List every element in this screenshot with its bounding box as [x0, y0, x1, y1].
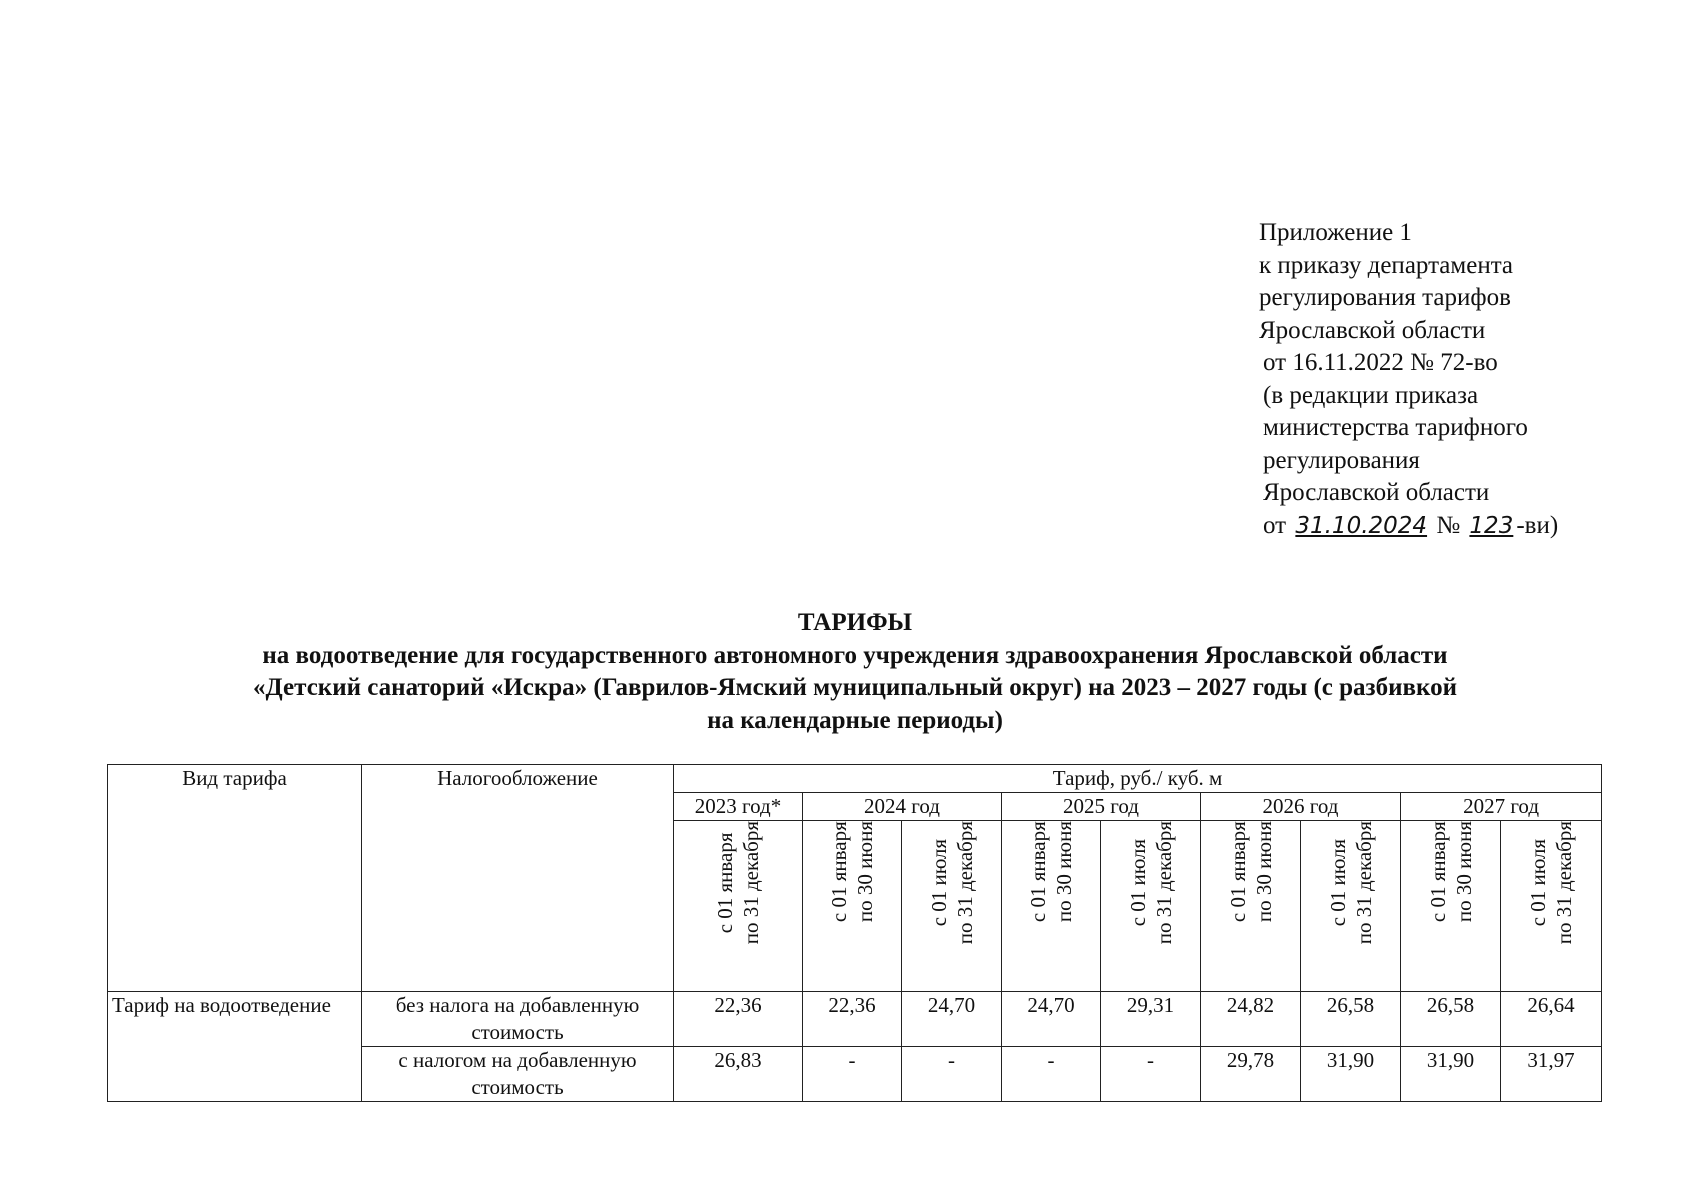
appendix-line: регулирования тарифов [1259, 284, 1511, 311]
value-cell: 31,90 [1401, 1047, 1501, 1102]
appendix-line: (в редакции приказа [1263, 381, 1479, 409]
period-start: с 01 июля [1325, 838, 1350, 927]
value-cell: 26,58 [1301, 992, 1401, 1047]
header-period [1101, 821, 1201, 992]
period-end: по 30 июня [853, 821, 877, 923]
header-period [1401, 821, 1501, 992]
value-cell: 24,82 [1201, 992, 1301, 1047]
amendment-prefix: от [1263, 511, 1287, 539]
appendix-line: регулирования [1263, 446, 1420, 474]
tax-cell: без налога на добавленную стоимость [362, 992, 674, 1047]
header-year: 2023 год* [674, 793, 803, 821]
period-end: по 31 декабря [1552, 821, 1577, 945]
appendix-line: министерства тарифного [1263, 414, 1528, 441]
amendment-date: 31.10.2024 [1295, 512, 1428, 539]
value-cell: 31,97 [1501, 1047, 1602, 1102]
appendix-amendment-line [1259, 510, 1619, 543]
value-cell: 22,36 [674, 992, 803, 1047]
value-cell: 24,70 [902, 992, 1002, 1047]
value-cell: 31,90 [1301, 1047, 1401, 1102]
period-end: по 31 декабря [952, 821, 977, 945]
value-cell: - [1101, 1047, 1201, 1102]
value-cell: - [803, 1047, 902, 1102]
amendment-suffix: -ви) [1516, 511, 1559, 539]
title-subtitle-line: «Детский санаторий «Искра» (Гаврилов-Ямский муниципальный округ) на 2023 – 2027 годы (с разбивкой [253, 674, 1457, 701]
amendment-number: 123 [1469, 512, 1514, 539]
appendix-line: Ярославской области [1259, 316, 1486, 344]
value-cell: - [902, 1047, 1002, 1102]
header-tariff-kind: Вид тарифа [108, 765, 362, 992]
period-start: с 01 июля [1125, 838, 1150, 927]
period-end: по 30 июня [1451, 821, 1476, 923]
period-start: с 01 января [827, 821, 851, 922]
period-end: по 31 декабря [1151, 821, 1176, 945]
title-subtitle-line: на календарные периоды) [707, 706, 1003, 734]
header-period [1002, 821, 1101, 992]
header-tariff-unit: Тариф, руб./ куб. м [674, 765, 1602, 793]
value-cell: 26,64 [1501, 992, 1602, 1047]
title-subtitle-line: на водоотведение для государственного автономного учреждения здравоохранения Ярославской области [262, 641, 1448, 669]
appendix-line: Ярославской области [1263, 479, 1490, 506]
value-cell: - [1002, 1047, 1101, 1102]
header-period [674, 821, 803, 992]
value-cell: 29,31 [1101, 992, 1201, 1047]
period-end: по 31 декабря [739, 821, 763, 945]
value-cell: 26,58 [1401, 992, 1501, 1047]
tariff-kind-cell: Тариф на водоотведение [108, 992, 362, 1102]
header-year: 2025 год [1002, 793, 1201, 821]
period-start: с 01 января [1225, 821, 1250, 922]
header-year: 2024 год [803, 793, 1002, 821]
period-start: с 01 января [1425, 821, 1450, 922]
table-row [108, 992, 1602, 1047]
header-period [1201, 821, 1301, 992]
appendix-line: от 16.11.2022 № 72-во [1263, 349, 1498, 376]
tariff-table [107, 764, 1602, 1102]
appendix-line: к приказу департамента [1259, 251, 1514, 279]
header-year: 2027 год [1401, 793, 1602, 821]
value-cell: 24,70 [1002, 992, 1101, 1047]
header-period [902, 821, 1002, 992]
header-taxation: Налогообложение [362, 765, 674, 992]
appendix-line: Приложение 1 [1259, 219, 1412, 246]
period-end: по 30 июня [1052, 821, 1076, 923]
value-cell: 29,78 [1201, 1047, 1301, 1102]
document-title [120, 607, 1590, 737]
header-period [1301, 821, 1401, 992]
tax-cell: с налогом на добавленную стоимость [362, 1047, 674, 1102]
period-start: с 01 января [1026, 821, 1050, 922]
header-period [1501, 821, 1602, 992]
value-cell: 26,83 [674, 1047, 803, 1102]
period-end: по 30 июня [1251, 821, 1276, 923]
period-start: с 01 июля [1526, 838, 1551, 927]
header-row-top [108, 765, 1602, 793]
header-year: 2026 год [1201, 793, 1401, 821]
title-heading: ТАРИФЫ [797, 609, 913, 636]
appendix-header [1259, 217, 1619, 542]
header-period [803, 821, 902, 992]
period-end: по 31 декабря [1351, 821, 1376, 945]
period-start: с 01 января [713, 832, 737, 934]
amendment-number-sign: № [1436, 511, 1461, 539]
value-cell: 22,36 [803, 992, 902, 1047]
period-start: с 01 июля [926, 838, 951, 927]
